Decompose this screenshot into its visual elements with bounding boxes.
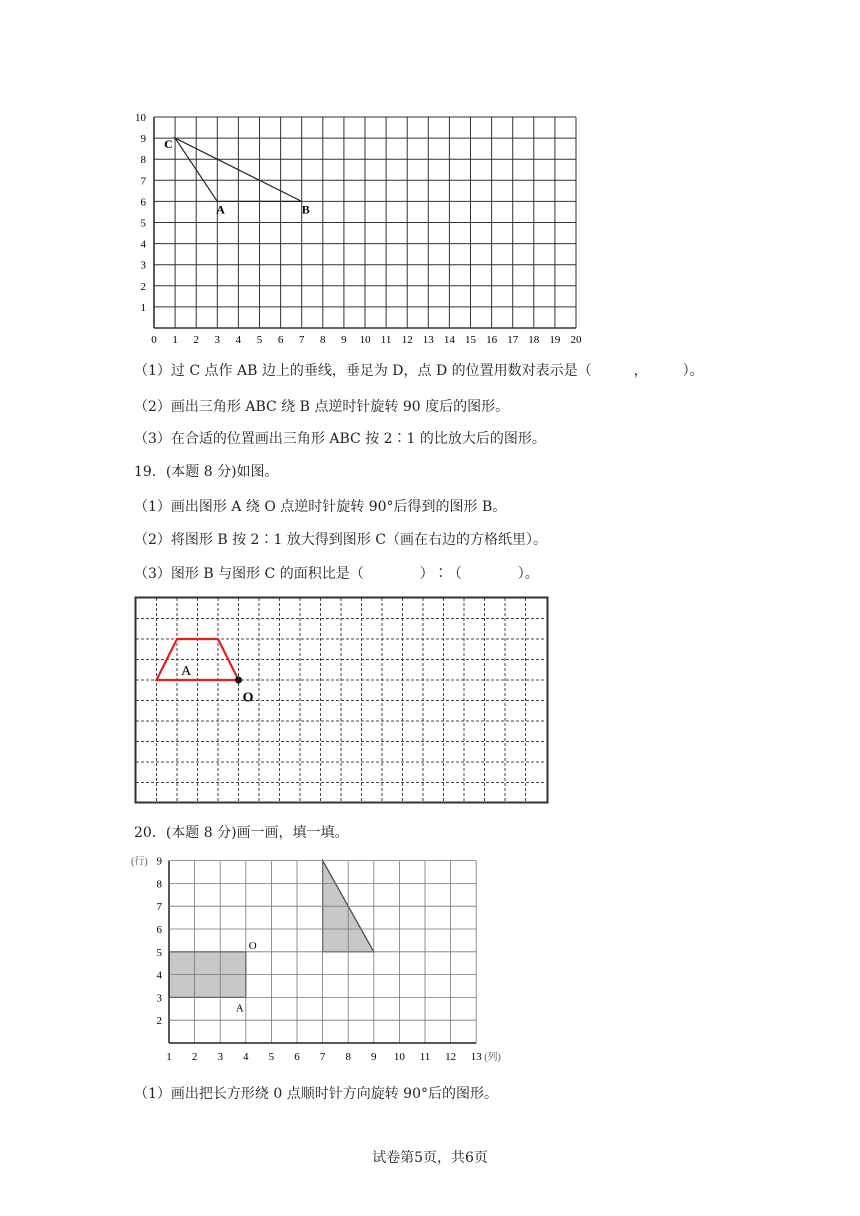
- q18-item-3: （3）在合适的位置画出三角形 ABC 按 2∶1 的比放大后的图形。: [134, 431, 546, 447]
- x-tick-label: 9: [341, 334, 347, 346]
- x-tick-label: 0: [151, 334, 157, 346]
- point-a-label: A: [216, 202, 225, 217]
- y-tick-label: 1: [140, 301, 146, 314]
- x-tick-label: 4: [235, 334, 242, 346]
- grid-lines: [169, 861, 476, 1043]
- y-tick-label: 2: [140, 280, 146, 293]
- x-tick-label: 18: [528, 334, 540, 346]
- y-tick-label: 8: [140, 154, 146, 167]
- point-o-label: O: [242, 690, 254, 706]
- x-tick-label: 1: [166, 1051, 172, 1063]
- x-tick-label: 3: [214, 334, 221, 346]
- y-tick-label: 7: [156, 901, 162, 914]
- page-footer: 试卷第5页，共6页: [372, 1150, 488, 1166]
- x-tick-label: 12: [401, 334, 413, 346]
- y-axis-labels: [157, 856, 163, 1028]
- x-tick-label: 7: [319, 1051, 326, 1063]
- dashed-grid-shape-a: [0, 590, 860, 810]
- x-tick-label: 5: [256, 334, 263, 346]
- q19-item-1: （1）画出图形 A 绕 O 点逆时针旋转 90°后得到的图形 B。: [134, 499, 507, 515]
- q20-title: 20．(本题 8 分)画一画，填一填。: [134, 825, 349, 841]
- x-unit-label: (列): [484, 1052, 501, 1063]
- x-tick-label: 15: [465, 334, 476, 346]
- y-unit-label: (行): [131, 856, 148, 868]
- x-tick-label: 8: [345, 1051, 351, 1063]
- x-tick-label: 3: [217, 1051, 223, 1063]
- y-tick-label: 6: [156, 924, 162, 936]
- x-tick-label: 11: [419, 1051, 431, 1063]
- point-o: [235, 677, 242, 684]
- x-tick-label: 13: [422, 334, 434, 346]
- x-tick-label: 14: [443, 334, 455, 346]
- x-tick-label: 6: [294, 1051, 300, 1063]
- y-tick-label: 5: [156, 946, 162, 959]
- y-tick-label: 4: [140, 238, 146, 251]
- y-tick-label: 9: [156, 855, 162, 868]
- x-tick-label: 2: [193, 334, 199, 346]
- x-tick-label: 2: [191, 1051, 198, 1063]
- x-tick-label: 4: [243, 1051, 249, 1063]
- x-axis-labels: [151, 334, 582, 346]
- x-tick-label: 6: [277, 334, 284, 346]
- x-axis-labels: [166, 1051, 482, 1063]
- x-tick-label: 12: [445, 1051, 457, 1063]
- point-c-label: C: [164, 137, 173, 152]
- dashed-grid-lines: [136, 598, 546, 803]
- y-tick-label: 8: [156, 878, 162, 891]
- y-axis-labels: [135, 112, 147, 314]
- x-tick-label: 16: [486, 334, 498, 346]
- y-tick-label: 10: [135, 112, 146, 124]
- x-tick-label: 9: [371, 1051, 377, 1063]
- x-tick-label: 10: [393, 1051, 405, 1063]
- point-b-label: B: [301, 202, 310, 217]
- y-tick-label: 7: [140, 175, 146, 188]
- y-tick-label: 5: [140, 217, 146, 230]
- x-tick-label: 13: [470, 1051, 482, 1063]
- q20-item-1: （1）画出把长方形绕 0 点顺时针方向旋转 90°后的图形。: [134, 1086, 498, 1102]
- q18-item-2: （2）画出三角形 ABC 绕 B 点逆时针旋转 90 度后的图形。: [134, 399, 510, 415]
- coordinate-grid-abc: [0, 0, 860, 360]
- x-tick-label: 20: [570, 334, 582, 346]
- q18-item-1: （1）过 C 点作 AB 边上的垂线，垂足为 D，点 D 的位置用数对表示是（ ， ）。: [134, 363, 704, 379]
- x-tick-label: 7: [298, 334, 305, 346]
- y-tick-label: 2: [156, 1015, 162, 1028]
- y-tick-label: 3: [140, 259, 146, 272]
- q19-item-2: （2）将图形 B 按 2∶1 放大得到图形 C（画在右边的方格纸里）。: [134, 532, 547, 548]
- x-tick-label: 10: [359, 334, 371, 346]
- x-tick-label: 8: [320, 334, 326, 346]
- q19-title: 19．(本题 8 分)如图。: [134, 464, 279, 480]
- shape-a-label: A: [181, 663, 192, 679]
- y-tick-label: 9: [140, 133, 146, 146]
- x-tick-label: 1: [172, 334, 178, 346]
- y-tick-label: 3: [156, 992, 162, 1005]
- q19-item-3: （3）图形 B 与图形 C 的面积比是（ ）∶（ ）。: [134, 566, 539, 582]
- point-a-label: A: [235, 1002, 244, 1015]
- x-tick-label: 17: [507, 334, 519, 346]
- grid-lines: [154, 117, 576, 328]
- x-tick-label: 19: [549, 334, 561, 346]
- coordinate-grid-rect-triangle: [0, 850, 860, 1070]
- y-tick-label: 6: [140, 196, 146, 209]
- y-tick-label: 4: [156, 969, 162, 982]
- x-tick-label: 5: [268, 1051, 275, 1063]
- x-tick-label: 11: [380, 334, 392, 346]
- point-o-label: O: [248, 939, 257, 952]
